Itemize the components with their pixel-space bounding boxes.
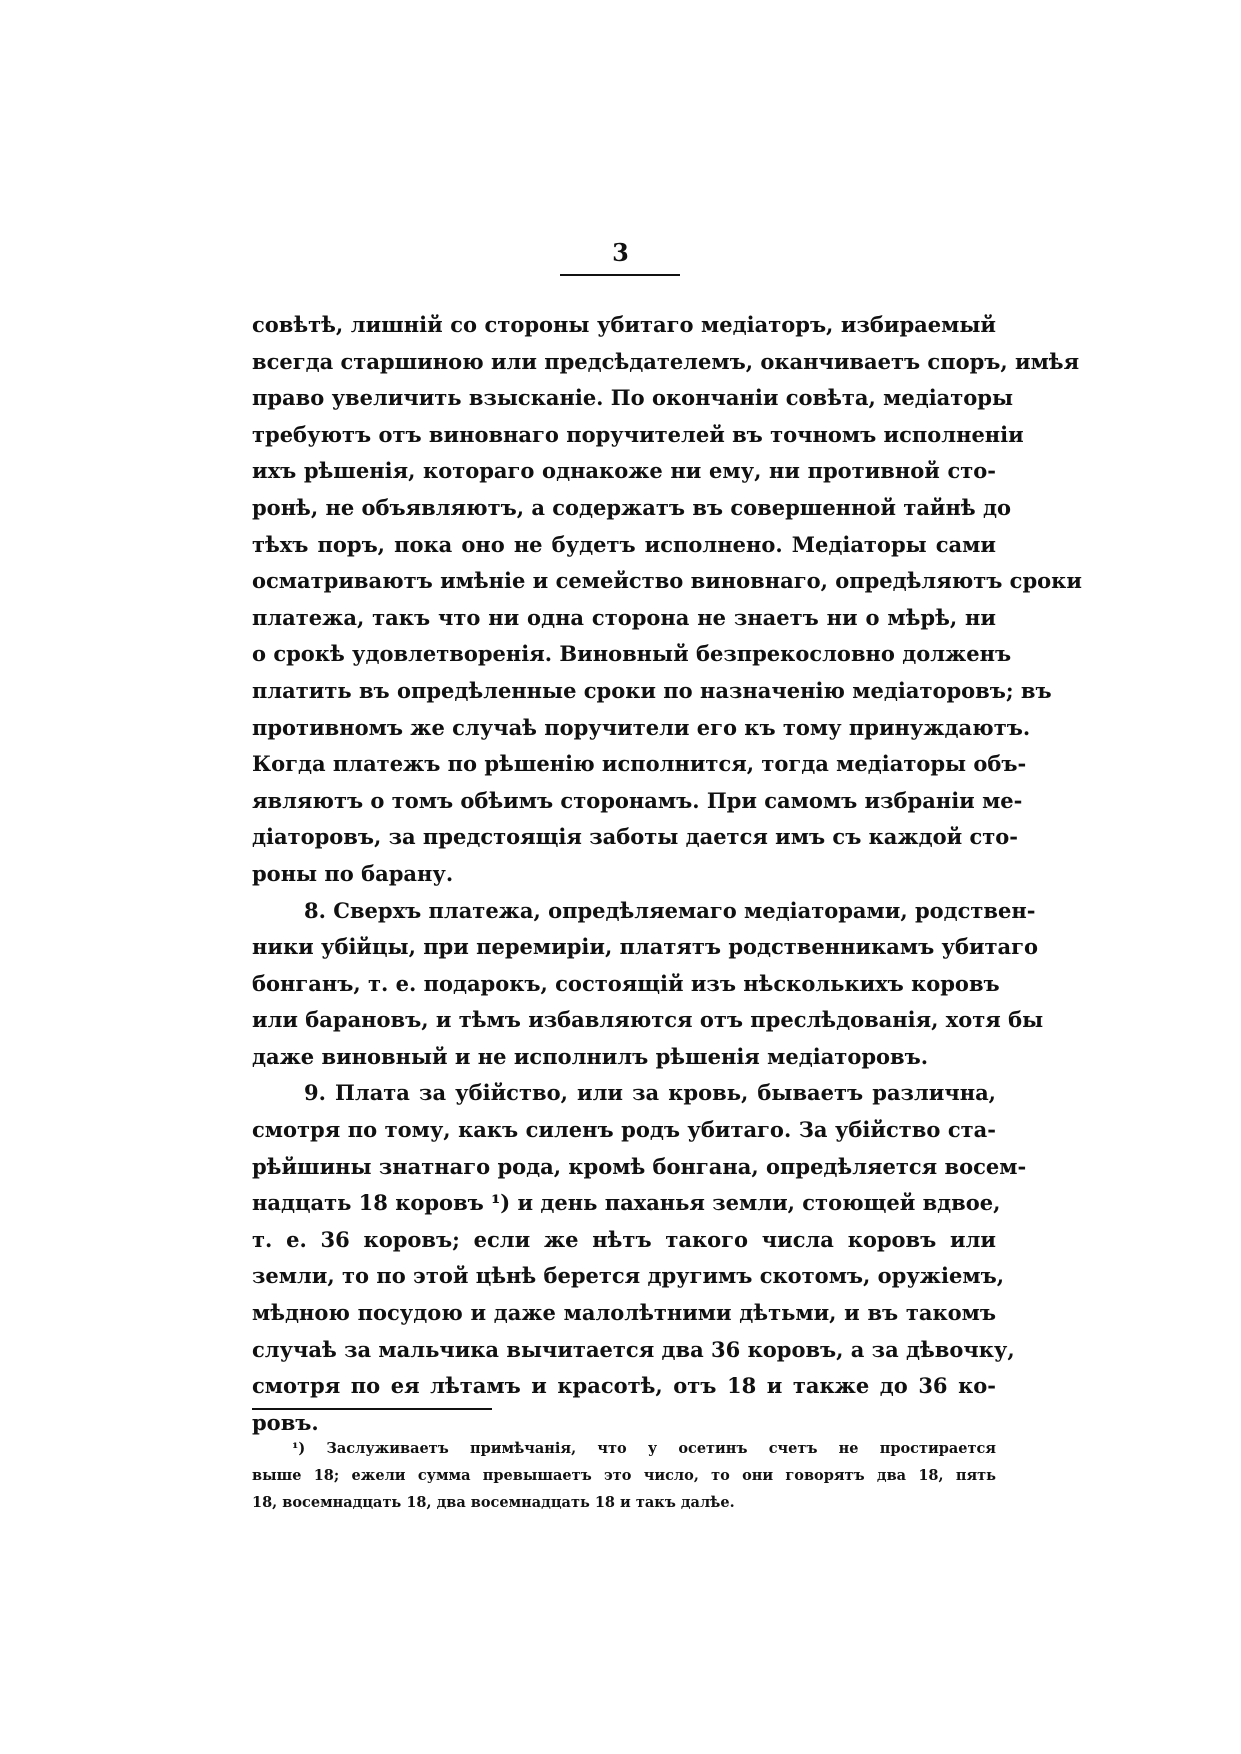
page-number: 3 bbox=[612, 238, 629, 267]
text-line: смотря по тому, какъ силенъ родъ убитаго. За убійство ста- bbox=[252, 1117, 996, 1143]
text-line: или барановъ, и тѣмъ избавляются отъ преслѣдованія, хотя бы bbox=[252, 1007, 1044, 1033]
footnote-line: выше 18; ежели сумма превышаетъ это число, то они говорятъ два 18, пять bbox=[252, 1467, 996, 1484]
text-line: платежа, такъ что ни одна сторона не знаетъ ни о мѣрѣ, ни bbox=[252, 604, 996, 630]
footnote-line: ¹) Заслуживаетъ примѣчанія, что у осетинъ счетъ не простирается bbox=[292, 1440, 996, 1457]
text-line: діаторовъ, за предстоящія заботы дается имъ съ каждой сто- bbox=[252, 824, 1019, 850]
text-line: ровъ. bbox=[252, 1409, 319, 1435]
footnote bbox=[252, 1435, 996, 1516]
paragraph-start-8: 8. Сверхъ платежа, опредѣляемаго медіаторами, родствен- bbox=[304, 897, 1036, 923]
text-line: даже виновный и не исполнилъ рѣшенія медіаторовъ. bbox=[252, 1043, 929, 1069]
text-line-with-footnote-ref: надцать 18 коровъ ¹) и день паханья земли, стоющей вдвое, bbox=[252, 1190, 1001, 1216]
text-line: ронѣ, не объявляютъ, а содержатъ въ совершенной тайнѣ до bbox=[252, 494, 1011, 520]
text-line: ники убійцы, при перемиріи, платятъ родственникамъ убитаго bbox=[252, 934, 1039, 960]
text-line: т. е. 36 коровъ; если же нѣтъ такого числа коровъ или bbox=[252, 1226, 996, 1252]
text-line: право увеличить взысканіе. По окончаніи совѣта, медіаторы bbox=[252, 385, 1014, 411]
text-line: мѣдною посудою и даже малолѣтними дѣтьми, и въ такомъ bbox=[252, 1300, 996, 1326]
text-line: противномъ же случаѣ поручители его къ тому принуждаютъ. bbox=[252, 714, 1031, 740]
text-line: осматриваютъ имѣніе и семейство виновнаго, опредѣляютъ сроки bbox=[252, 568, 1082, 594]
text-line: рѣйшины знатнаго рода, кромѣ бонгана, опредѣляется восем- bbox=[252, 1153, 1027, 1179]
text-line: требуютъ отъ виновнаго поручителей въ точномъ исполненіи bbox=[252, 421, 1024, 447]
text-line: смотря по ея лѣтамъ и красотѣ, отъ 18 и также до 36 ко- bbox=[252, 1373, 996, 1399]
text-line: всегда старшиною или предсѣдателемъ, оканчиваетъ споръ, имѣя bbox=[252, 348, 1080, 374]
text-line: бонганъ, т. е. подарокъ, состоящій изъ нѣсколькихъ коровъ bbox=[252, 970, 1000, 996]
footnote-rule bbox=[252, 1408, 492, 1410]
header-rule bbox=[560, 274, 680, 276]
text-line: тѣхъ поръ, пока оно не будетъ исполнено. Медіаторы сами bbox=[252, 531, 996, 557]
text-line: Когда платежъ по рѣшенію исполнится, тогда медіаторы объ- bbox=[252, 751, 1027, 777]
text-line: являютъ о томъ обѣимъ сторонамъ. При самомъ избраніи ме- bbox=[252, 787, 1023, 813]
text-line: случаѣ за мальчика вычитается два 36 коровъ, а за дѣвочку, bbox=[252, 1336, 1015, 1362]
paragraph-start-9: 9. Плата за убійство, или за кровь, бываетъ различна, bbox=[304, 1080, 996, 1106]
text-line: о срокѣ удовлетворенія. Виновный безпрекословно долженъ bbox=[252, 641, 1012, 667]
text-line: совѣтѣ, лишній со стороны убитаго медіаторъ, избираемый bbox=[252, 312, 996, 337]
footnote-line: 18, восемнадцать 18, два восемнадцать 18 и такъ далѣе. bbox=[252, 1494, 735, 1511]
text-line: ихъ рѣшенія, котораго однакоже ни ему, ни противной сто- bbox=[252, 458, 996, 484]
text-line: земли, то по этой цѣнѣ берется другимъ скотомъ, оружіемъ, bbox=[252, 1263, 1005, 1289]
text-line: платить въ опредѣленные сроки по назначенію медіаторовъ; въ bbox=[252, 677, 1052, 703]
text-line: роны по барану. bbox=[252, 860, 454, 886]
body-text bbox=[252, 307, 1082, 1441]
